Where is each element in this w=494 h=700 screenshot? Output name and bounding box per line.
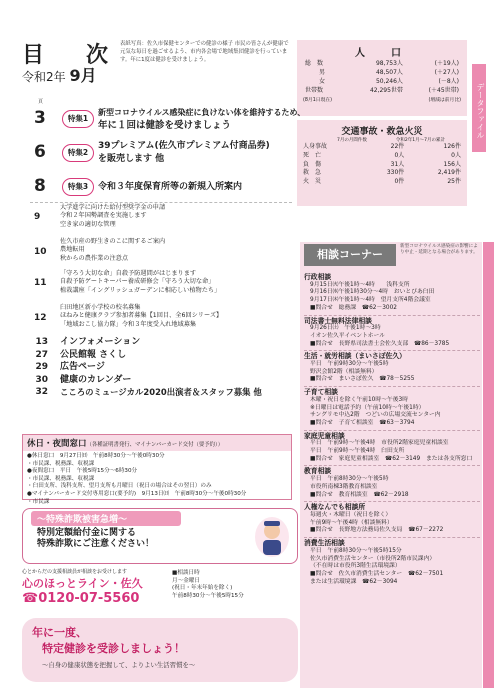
row-value: 42,295世帯 — [369, 87, 403, 94]
holiday-line: ・臼田支所、浅科支所、望月支所も月曜日（祝日の場合はその翌日）のみ — [27, 483, 212, 490]
row-month: 22件 — [390, 143, 405, 150]
feature-title[interactable] — [98, 140, 270, 166]
toc-entry-group — [60, 270, 220, 295]
divider — [304, 386, 480, 387]
hotline-intro: 心とからだの支援相談員が相談をお受けします — [22, 569, 128, 575]
consult-section-heading: 消費生活相談 — [304, 539, 345, 548]
row-cum: 126件 — [443, 143, 461, 150]
toc-entry[interactable]: 令和２年国勢調査を実施します — [60, 212, 147, 220]
consult-section-heading: 人権なんでも相談所 — [304, 503, 366, 512]
population-date-note: (8月1日現在) — [303, 98, 333, 103]
table-row — [303, 178, 461, 187]
population-notes — [297, 96, 467, 103]
consult-line: 午前9時～午後4時（相談無料） — [310, 519, 393, 526]
toc-page-number: 27 — [35, 349, 48, 360]
consult-line: ■問合せ まいさぽ佐久 ☎78－5255 — [310, 376, 415, 383]
feature-title[interactable] — [98, 106, 305, 132]
toc-entry[interactable]: 大学進学に向けた給付型奨学金の申請 — [60, 204, 166, 211]
toc-page-number: 6 — [34, 142, 46, 162]
consult-line: （不在時は市役所3階生活環境課） — [310, 563, 401, 570]
toc-main-entry: 健康のカレンダー — [60, 374, 132, 385]
toc-page-number: 11 — [34, 278, 47, 288]
fraud-warning-box — [22, 508, 298, 564]
checkup-banner — [22, 618, 298, 682]
consult-line: 9月15日㈫午後1時～4時 浅科支所 — [310, 281, 410, 288]
population-diff-note: (増減は前月比) — [428, 98, 461, 103]
table-row — [303, 169, 461, 178]
toc-entry[interactable]: 臼田地区新小学校の校名募集 — [60, 304, 141, 311]
row-label: 負 傷 — [303, 160, 322, 168]
toc-entry[interactable]: 自殺予防ゲートキーパー養成研修会「守ろう大切な命」 — [60, 278, 215, 286]
toc-entry[interactable]: ほねみと健康クラブ参加者募集【1回目、全6回シリーズ】 — [60, 312, 223, 320]
feature-title-line: 新型コロナウイルス感染症に負けない体を維持するため、 — [98, 108, 306, 117]
toc-entry[interactable]: 「守ろう大切な命」自殺予防週間がはじまります — [60, 270, 197, 277]
row-value: 98,753人 — [375, 60, 403, 67]
toc-entry[interactable]: 「地域おこし協力隊」令和３年度受入れ地域募集 — [60, 320, 197, 328]
row-month: 330件 — [386, 169, 405, 177]
hotline-hours — [172, 570, 244, 600]
consult-line: イオン佐久平イベントホール — [310, 332, 386, 339]
row-diff: (＋27人) — [434, 69, 459, 76]
holiday-line: ●マイナンバーカード交付専用窓口(要予約) 9月13日㈰ 午前8時30分～午後0時30分 — [27, 490, 247, 497]
consult-line: ■問合せ 教育相談室 ☎62－2918 — [310, 491, 409, 498]
holiday-line: ・市民課、税務課、収税課 — [27, 460, 95, 467]
toc-entry[interactable]: 秋からの農作業の注意点 — [60, 254, 129, 262]
hours-line: (祝日・年末年始を除く) — [172, 585, 233, 592]
consult-section-heading: 家庭児童相談 — [304, 431, 345, 440]
row-label: 男 — [319, 69, 326, 76]
consult-section-heading: 教育相談 — [304, 467, 332, 476]
table-row — [305, 86, 459, 95]
accident-table — [303, 143, 461, 187]
table-row — [305, 59, 459, 68]
consult-line: 平日 午前9時～午後4時 臼田支所 — [310, 448, 405, 455]
row-diff: (＋45世帯) — [428, 87, 459, 94]
holiday-window-body — [23, 451, 291, 508]
row-value: 48,507人 — [375, 69, 403, 76]
accident-box — [297, 120, 467, 206]
toc-entry-group — [60, 238, 165, 263]
consult-section — [304, 389, 480, 428]
toc-main-entry: 公民館報 さくし — [60, 349, 127, 360]
issue-year: 令和2年 — [22, 70, 66, 84]
divider — [304, 537, 480, 538]
toc-main-row[interactable] — [30, 386, 292, 399]
table-row — [305, 68, 459, 77]
row-month: 0人 — [394, 151, 405, 159]
toc-page-number: 29 — [35, 362, 48, 373]
consult-section — [304, 353, 480, 384]
consult-line: 佐久市消費生活センター（市役所2階市民課内） — [310, 555, 436, 562]
consult-line: 木曜・祝日を除く午前10時～午後3時 — [310, 396, 409, 403]
row-month: 31人 — [390, 160, 405, 168]
toc-entry[interactable]: 農地転用 — [60, 246, 85, 254]
toc-page-number: 10 — [34, 247, 47, 257]
row-label: 世帯数 — [305, 87, 324, 94]
holiday-window-note: （各種証明書発行、マイナンバーカード交付（要予約）） — [86, 442, 224, 448]
consult-section — [304, 433, 480, 464]
hours-title: ■相談日時 — [172, 570, 200, 576]
population-table — [305, 59, 459, 95]
month-col-label: 7月の月間件数 — [337, 138, 367, 143]
consult-section — [304, 540, 480, 586]
consult-section — [304, 318, 480, 349]
consult-line: 9月16日㈬午後1時30分～4時 おいとぴあ臼田 — [310, 289, 435, 296]
consult-line: ※日曜日は電話予約（午前10時～午後1時） — [310, 404, 425, 411]
consultation-title: 相談コーナー — [304, 244, 396, 266]
feature-tag: 特集1 — [62, 110, 94, 128]
row-cum: 25件 — [447, 178, 461, 186]
toc-main-entry: 広告ページ — [60, 362, 105, 373]
hotline-phone[interactable]: ☎0120-07-5560 — [22, 591, 140, 606]
consult-line: ■問合せ 総務課 ☎62－3002 — [310, 304, 397, 311]
page-title: 目 次 — [22, 43, 119, 68]
holiday-line: ・市民課 — [27, 498, 50, 505]
consult-line: サングリモ中込2階 つどいの広場交流センター内 — [310, 412, 441, 419]
row-label: 火 災 — [303, 178, 322, 186]
consult-section-heading: 行政相談 — [304, 273, 332, 281]
hours-line: 午前8時30分～午後5時15分 — [172, 592, 244, 599]
consult-line: 毎週火・木曜日（祝日を除く） — [310, 511, 392, 518]
row-cum: 156人 — [443, 160, 461, 168]
consult-line: ■問合せ 長野地方法務局佐久支局 ☎67－2272 — [310, 527, 444, 534]
toc-main-row[interactable] — [30, 361, 292, 374]
consult-line: ■問合せ 佐久市消費生活センター ☎62－7501 — [310, 570, 444, 577]
hotline-box — [22, 568, 298, 612]
fraud-title: ～特殊詐欺被害急増～ — [31, 511, 181, 526]
consult-line: 9月17日㈭午後1時～4時 望月支所4階会議室 — [310, 297, 431, 304]
checkup-headline: 特定健診を受診しましょう！ — [42, 642, 185, 655]
row-label: 死 亡 — [303, 151, 322, 159]
toc-page-number: 13 — [35, 337, 48, 347]
consult-section-heading: 生活・就労相談（まいさぽ佐久） — [304, 352, 406, 361]
feature-title-line: 令和３年度保育所等の新規入所案内 — [98, 182, 243, 192]
hotline-name: 心のほっとライン・佐久 — [22, 577, 143, 590]
toc-page-number: 9 — [34, 212, 41, 222]
issue-month: 9月 — [69, 66, 97, 85]
consult-section — [304, 274, 480, 313]
consultation-list — [304, 272, 480, 586]
consult-line: ■問合せ 子育て相談室 ☎63－3794 — [310, 419, 415, 426]
page-column-label: 頁 — [38, 99, 44, 105]
toc-page-number: 3 — [34, 108, 46, 128]
toc-entry-group — [60, 204, 165, 229]
holiday-line: ●休日窓口 9月27日㈰ 午前8時30分～午後0時30分 — [27, 453, 165, 459]
feature-title[interactable] — [98, 181, 242, 194]
row-value: 50,246人 — [375, 78, 403, 85]
toc-page-number: 8 — [34, 176, 46, 196]
population-title: 人 口 — [355, 48, 409, 59]
consult-line: 平日 午前9時30分～午後5時 — [310, 361, 389, 368]
feature-tag: 特集3 — [62, 178, 94, 196]
consult-section — [304, 468, 480, 499]
toc-entry[interactable]: 佐久市産の野生きのこに関するご案内 — [60, 238, 166, 245]
feature-tag: 特集2 — [62, 144, 94, 162]
toc-page-number: 30 — [35, 374, 48, 385]
row-diff: (－8人) — [438, 78, 459, 85]
fraud-line: 特別定額給付金に関する — [37, 528, 137, 538]
population-box — [297, 40, 467, 116]
data-file-tab: データファイル — [472, 64, 486, 152]
cum-col-label: 令和2年1月～7月の累計 — [395, 138, 445, 143]
feature-title-line: を販売します 他 — [98, 154, 165, 164]
row-label: 救 急 — [303, 169, 322, 177]
consultation-corner — [300, 242, 482, 688]
consult-line: 平日 午前8時30分～午後5時 — [310, 476, 389, 483]
consult-line: ■問合せ 長野県司法書士会佐久支部 ☎86－3785 — [310, 340, 450, 347]
toc-main-list — [30, 336, 292, 399]
toc-entry[interactable]: 空き家の適切な管理 — [60, 220, 116, 228]
holiday-window-title: 休日・夜間窓口 — [27, 439, 87, 449]
divider — [30, 202, 292, 203]
issue-date — [22, 63, 97, 86]
fraud-message — [37, 528, 283, 550]
sidebar-accent — [483, 242, 494, 688]
row-label: 人身事故 — [303, 143, 328, 150]
holiday-line: ・市民課、税務課、収税課 — [27, 475, 95, 482]
cover-caption: 表紙写真：佐久市保健センターでの健診の様子 市民の皆さんが健康で元気な毎日を過ごせるよう、市内各会場で地域集団健診を行っています。年に1度は健診を受けましょう。 — [120, 41, 289, 63]
holiday-window-header — [23, 435, 291, 451]
row-label: 総 数 — [305, 60, 324, 67]
toc-entry[interactable]: 植栽講座「イングリッシュガーデンに相応しい植物たち」 — [60, 286, 221, 294]
toc-main-entry: インフォメーション — [60, 337, 141, 347]
consult-section — [304, 504, 480, 535]
feature-title-line: 年に１回は健診を受けましょう — [98, 120, 232, 131]
police-illustration-icon — [255, 517, 289, 557]
row-label: 女 — [319, 78, 326, 85]
toc-entry-group — [60, 304, 222, 329]
consult-line: 平日 午前9時～午後4時 市役所2階家庭児童相談室 — [310, 440, 449, 447]
hours-line: 月～金曜日 — [172, 577, 200, 584]
consult-line: ■問合せ 家庭児童相談室 ☎62－3149 または各支所窓口 — [310, 455, 473, 462]
row-diff: (＋19人) — [434, 60, 459, 67]
checkup-subline: ～自身の健康状態を把握して、よりよい生活習慣を～ — [42, 661, 196, 669]
divider — [304, 315, 480, 316]
holiday-window-box — [22, 434, 292, 505]
consult-section-heading: 子育て相談 — [304, 388, 338, 397]
table-row — [305, 77, 459, 86]
consult-line: 平日 午前8時30分～午後5時15分 — [310, 547, 402, 554]
toc-main-row[interactable] — [30, 349, 292, 362]
accident-title: 交通事故・救急火災 — [341, 127, 423, 137]
toc-main-row[interactable] — [30, 336, 292, 349]
toc-page-number: 32 — [35, 387, 48, 398]
toc-main-row[interactable] — [30, 374, 292, 387]
holiday-line: ●夜間窓口 平日 午後5時15分～6時30分 — [27, 468, 138, 475]
divider — [304, 430, 480, 431]
consult-line: 市役所南棟3階教育相談室 — [310, 483, 378, 490]
row-cum: 0人 — [451, 151, 461, 159]
table-row — [303, 143, 461, 152]
row-month: 0件 — [394, 178, 405, 186]
consult-section-heading: 司法書士無料法律相談 — [304, 316, 372, 325]
row-cum: 2,419件 — [437, 169, 461, 177]
toc-main-entry: こころのミュージカル2020出演者＆スタッフ募集 他 — [60, 387, 262, 398]
consult-line: 9月26日㈯ 午後1時～3時 — [310, 325, 381, 332]
checkup-line: 年に一度、 — [32, 626, 87, 639]
fraud-line: 特殊詐欺にご注意ください！ — [37, 539, 155, 549]
table-row — [303, 152, 461, 161]
feature-title-line: 39プレミアム(佐久市プレミアム付商品券) — [98, 141, 270, 151]
consultation-note: 新型コロナウイルス感染症の影響により中止・延期となる場合があります。 — [400, 244, 478, 256]
consult-line: または生活環境課 ☎62－3094 — [310, 578, 398, 585]
consult-line: 野沢会館2階（相談無料） — [310, 368, 378, 375]
toc-page-number: 12 — [34, 313, 47, 323]
